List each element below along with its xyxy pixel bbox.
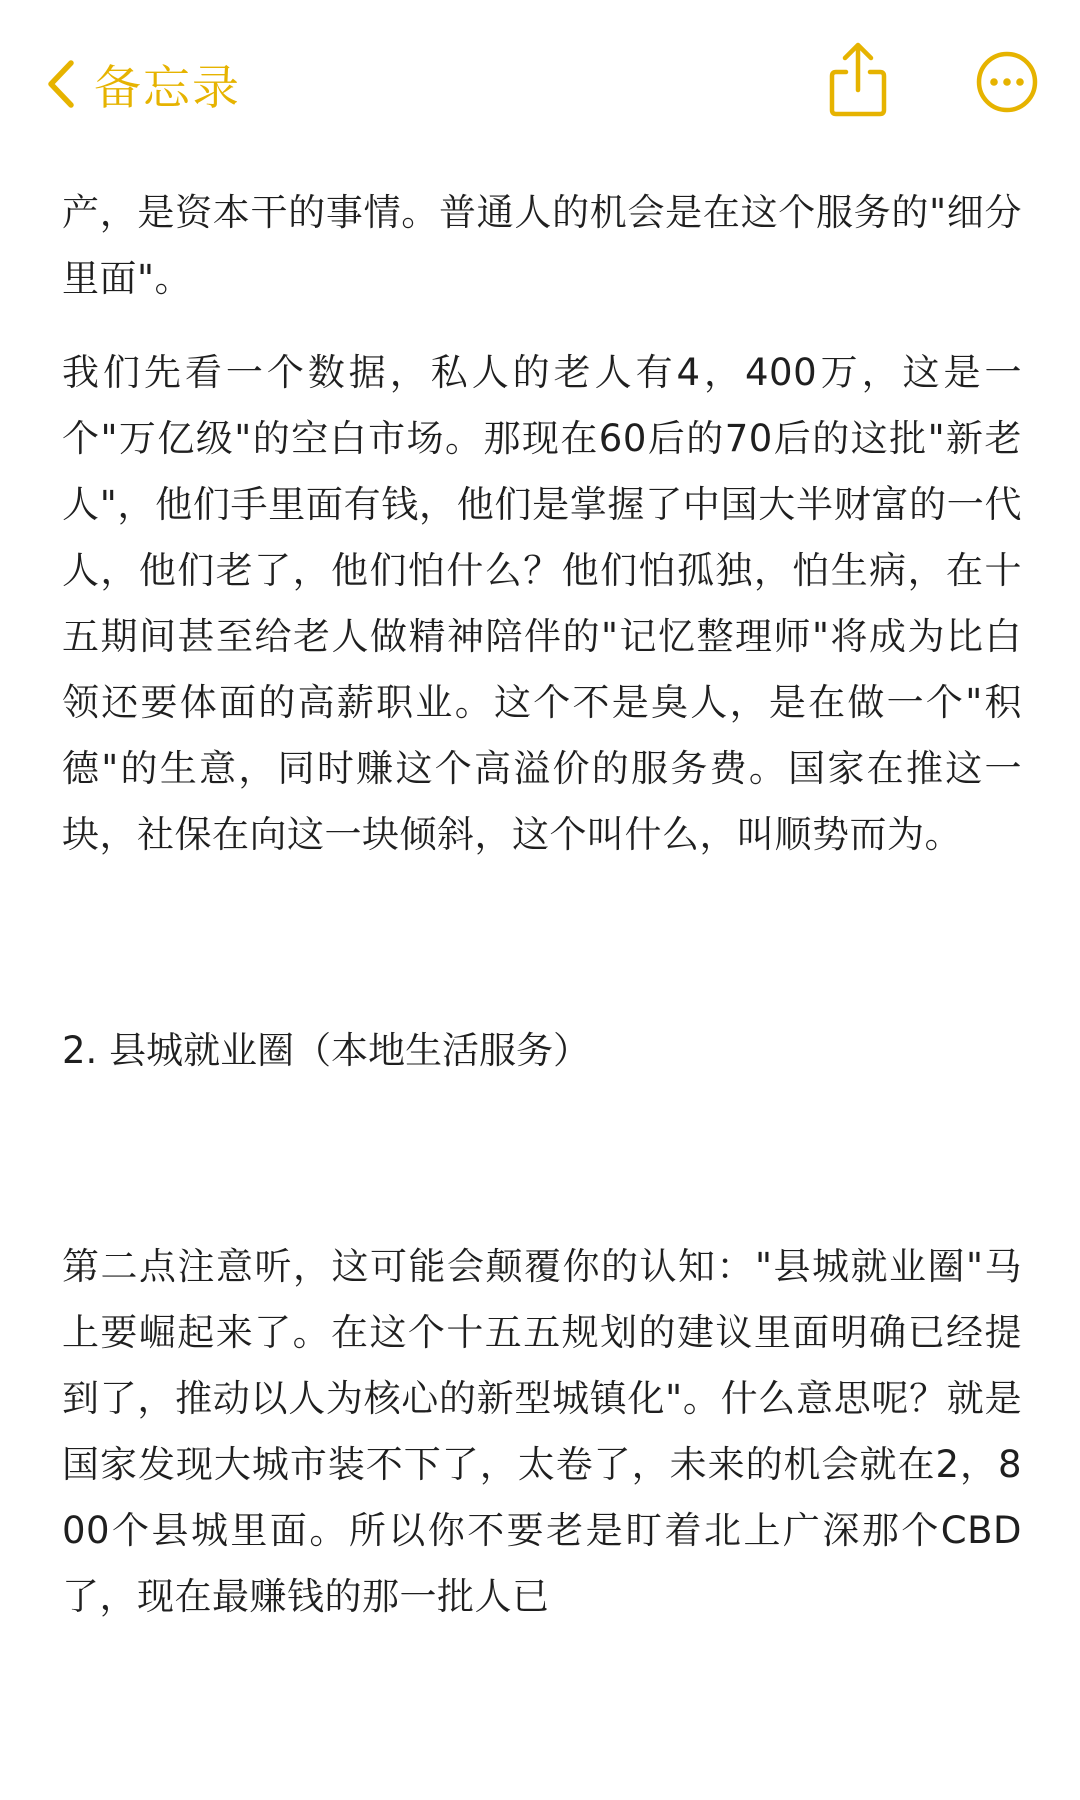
note-heading: 2. 县城就业圈（本地生活服务） bbox=[62, 1029, 591, 1072]
back-button[interactable] bbox=[46, 52, 241, 116]
note-paragraph: 产，是资本干的事情。普通人的机会是在这个服务的"细分里面"。 bbox=[62, 191, 1022, 300]
more-icon bbox=[976, 98, 1038, 117]
more-button[interactable] bbox=[976, 51, 1038, 113]
note-paragraph: 我们先看一个数据，私人的老人有4，400万，这是一个"万亿级"的空白市场。那现在60后的70后的这批"新老人"，他们手里面有钱，他们是掌握了中国大半财富的一代人，他们老了，他们怕什么？他们怕孤独，怕生病，在十五期间甚至给老人做精神陪伴的"记忆整理师"将成为比白领还要体面的高薪职业。这个不是臭人，是在做一个"积德"的生意，同时赚这个高溢价的服务费。国家在推这一块，社保在向这一块倾斜，这个叫什么，叫顺势而为。 bbox=[62, 351, 1022, 856]
back-label: 备忘录 bbox=[94, 60, 241, 116]
note-body[interactable] bbox=[62, 180, 1022, 1630]
share-button[interactable] bbox=[826, 40, 890, 120]
note-paragraph: 第二点注意听，这可能会颠覆你的认知："县城就业圈"马上要崛起来了。在这个十五五规划的建议里面明确已经提到了，推动以人为核心的新型城镇化"。什么意思呢？就是国家发现大城市装不下了，太卷了，未来的机会就在2，800个县城里面。所以你不要老是盯着北上广深那个CBD了，现在最赚钱的那一批人已 bbox=[62, 1245, 1022, 1618]
navigation-bar bbox=[0, 0, 1080, 170]
chevron-left-icon bbox=[46, 59, 76, 109]
share-icon bbox=[826, 105, 890, 124]
